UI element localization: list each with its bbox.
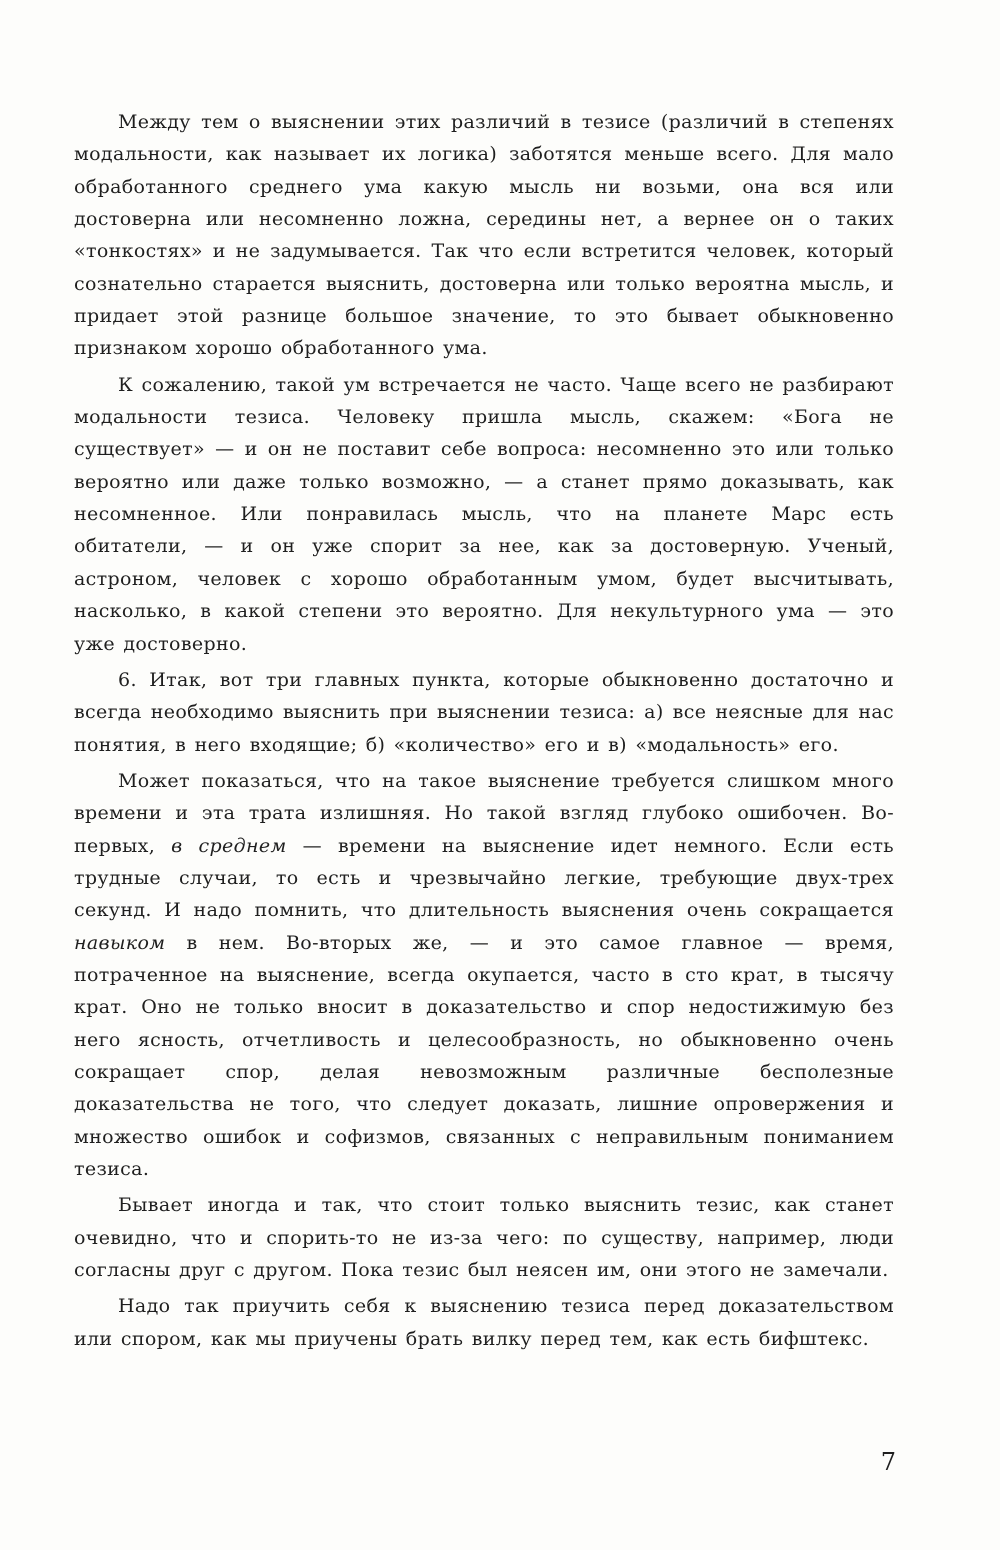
page-number: 7 xyxy=(880,1448,896,1476)
paragraph-text: 6. Итак, вот три главных пункта, которые обыкновенно достаточно и всегда необходимо выяснить при выяснении тезиса: а) все неясные для нас понятия, в него входящие; б) «количество» его и в) «модальность» его. xyxy=(74,668,894,756)
paragraph-modality-clarification xyxy=(74,106,894,365)
paragraph-habit xyxy=(74,1290,894,1355)
paragraph-text: Между тем о выяснении этих различий в тезисе (различий в степенях модальности, как называет их логика) заботятся меньше всего. Для мало обработанного среднего ума какую мысль ни возьми, она вся или достоверна или несомненно ложна, середины нет, а вернее он о таких «тонкостях» и не задумывается. Так что если встретится человек, который сознательно старается выяснить, достоверна или только вероятна мысль, и придает этой разнице большое значение, то это бывает обыкновенно признаком хорошо обработанного ума. xyxy=(74,111,894,360)
paragraph-text: в нем. Во-вторых же, — и это самое главное — время, потраченное на выяснение, всегда окупается, часто в сто крат, в тысячу крат. Оно не только вносит в доказательство и спор недостижимую без него ясность, отчетливость и целесообразность, но обыкновенно очень сокращает спор, делая невозможным различные бесполезные доказательства не того, что следует доказать, лишние опровержения и множество ошибок и софизмов, связанных с неправильным пониманием тезиса. xyxy=(74,931,894,1180)
paragraph-sometimes xyxy=(74,1189,894,1286)
paragraph-text: К сожалению, такой ум встречается не часто. Чаще всего не разбирают модальности тезиса. Человеку пришла мысль, скажем: «Бога не существует» — и он не поставит себе вопроса: несомненно это или только вероятно или даже только возможно, — а станет прямо доказывать, как несомненное. Или понравилась мысль, что на планете Марс есть обитатели, — и он уже спорит за нее, как за достоверную. Ученый, астроном, человек с хорошо обработанным умом, будет высчитывать, насколько, в какой степени это вероятно. Для некультурного ума — это уже достоверно. xyxy=(74,373,894,655)
paragraph-text: Может показаться, что на такое выяснение требуется слишком много времени и эта трата излишняя. Но такой взгляд глубоко ошибочен. Во-первых, xyxy=(74,769,894,857)
paragraph-text: Бывает иногда и так, что стоит только выяснить тезис, как станет очевидно, что и спорить-то не из-за чего: по существу, например, люди согласны друг с другом. Пока тезис был неясен им, они этого не замечали. xyxy=(74,1194,894,1282)
emphasis-text: навыком xyxy=(74,931,166,954)
paragraph-text: Надо так приучить себя к выяснению тезиса перед доказательством или спором, как мы приучены брать вилку перед тем, как есть бифштекс. xyxy=(74,1295,894,1350)
paragraph-time-spent xyxy=(74,765,894,1185)
emphasis-text: в среднем xyxy=(171,834,287,857)
paragraph-text: — времени на выяснение идет немного. Если есть трудные случаи, то есть и чрезвычайно легкие, требующие двух-трех секунд. И надо помнить, что длительность выяснения очень сокращается xyxy=(74,834,895,922)
body-text xyxy=(74,106,894,1355)
paragraph-unfortunately xyxy=(74,369,894,660)
paragraph-three-points xyxy=(74,664,894,761)
